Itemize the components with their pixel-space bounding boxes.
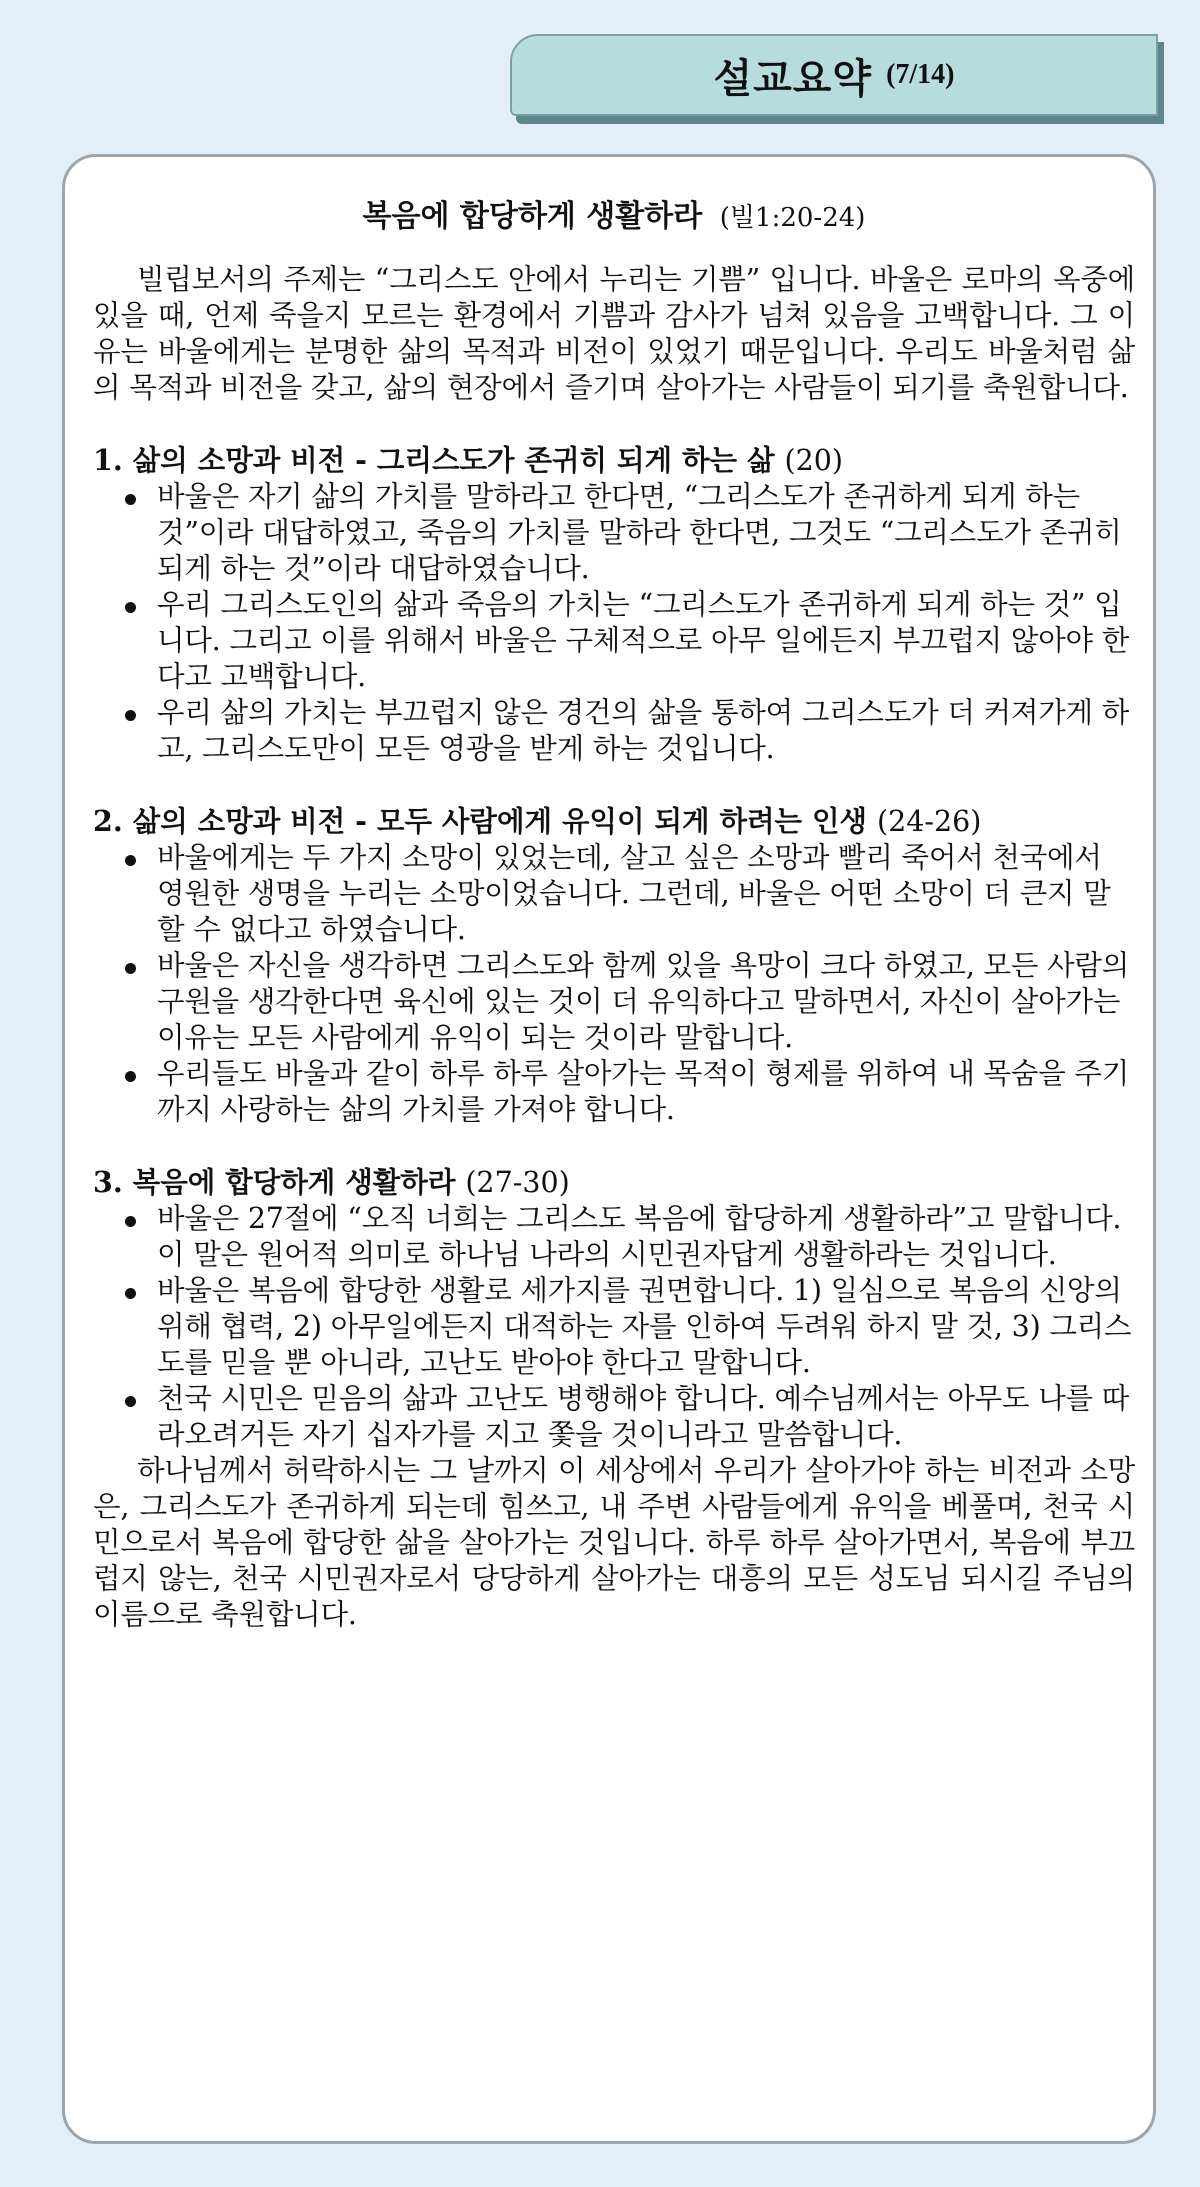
bullet-text: 우리들도 바울과 같이 하루 하루 살아가는 목적이 형제를 위하여 내 목숨을 주기까지 사랑하는 삶의 가치를 가져야 합니다. <box>157 1057 1130 1126</box>
bullet-icon <box>125 963 136 974</box>
bullet-icon <box>125 855 136 866</box>
bullet-text: 바울은 복음에 합당한 생활로 세가지를 권면합니다. 1) 일심으로 복음의 신앙의 위해 협력, 2) 아무일에든지 대적하는 자를 인하여 두려워 하지 말 것, 3) 그리스도를 믿을 뿐 아니라, 고난도 받아야 한다고 말합니다. <box>157 1274 1132 1379</box>
section-heading-text: 3. 복음에 합당하게 생활하라 <box>93 1165 456 1199</box>
section-heading <box>93 803 1135 840</box>
bullet-icon <box>125 494 136 505</box>
bullet-icon <box>125 1396 136 1407</box>
section-3 <box>93 1164 1135 1453</box>
list-item <box>93 840 1135 948</box>
list-item <box>93 695 1135 767</box>
list-item <box>93 479 1135 587</box>
sermon-title-text: 복음에 합당하게 생활하라 <box>362 199 703 234</box>
section-heading <box>93 442 1135 479</box>
header-tab <box>510 34 1158 116</box>
section-heading-text: 1. 삶의 소망과 비전 - 그리스도가 존귀히 되게 하는 삶 <box>93 443 775 477</box>
bullet-list <box>93 479 1135 767</box>
bullet-icon <box>125 1288 136 1299</box>
bullet-text: 바울은 자신을 생각하면 그리스도와 함께 있을 욕망이 크다 하였고, 모든 사람의 구원을 생각한다면 육신에 있는 것이 더 유익하다고 말하면서, 자신이 살아가는 이유는 모든 사람에게 유익이 되는 것이라 말합니다. <box>157 949 1130 1054</box>
intro-paragraph: 빌립보서의 주제는 “그리스도 안에서 누리는 기쁨” 입니다. 바울은 로마의 옥중에 있을 때, 언제 죽을지 모르는 환경에서 기쁨과 감사가 넘쳐 있음을 고백합니다. 그 이유는 바울에게는 분명한 삶의 목적과 비전이 있었기 때문입니다. 우리도 바울처럼 삶의 목적과 비전을 갖고, 삶의 현장에서 즐기며 살아가는 사람들이 되기를 축원합니다. <box>93 263 1135 404</box>
section-heading <box>93 1164 1135 1201</box>
section-1 <box>93 442 1135 767</box>
section-reference: (20) <box>784 444 843 477</box>
list-item <box>93 1273 1135 1381</box>
bullet-text: 바울은 자기 삶의 가치를 말하라고 한다면, “그리스도가 존귀하게 되게 하는 것”이라 대답하였고, 죽음의 가치를 말하라 한다면, 그것도 “그리스도가 존귀히 되게 하는 것”이라 대답하였습니다. <box>157 480 1122 585</box>
bullet-text: 바울에게는 두 가지 소망이 있었는데, 살고 싶은 소망과 빨리 죽어서 천국에서 영원한 생명을 누리는 소망이었습니다. 그런데, 바울은 어떤 소망이 더 큰지 말할 수 없다고 하였습니다. <box>157 841 1111 946</box>
header-title: 설교요약 <box>713 55 873 102</box>
bullet-icon <box>125 710 136 721</box>
sermon-reference: (빌1:20-24) <box>719 203 866 233</box>
bullet-icon <box>125 1071 136 1082</box>
bullet-list <box>93 1201 1135 1453</box>
closing-paragraph: 하나님께서 허락하시는 그 날까지 이 세상에서 우리가 살아가야 하는 비전과 소망은, 그리스도가 존귀하게 되는데 힘쓰고, 내 주변 사람들에게 유익을 베풀며, 천국 시민으로서 복음에 합당한 삶을 살아가는 것입니다. 하루 하루 살아가면서, 복음에 부끄럽지 않는, 천국 시민권자로서 당당하게 살아가는 대흥의 모든 성도님 되시길 주님의 이름으로 축원합니다. <box>93 1454 1135 1631</box>
section-reference: (27-30) <box>465 1166 570 1199</box>
bullet-text: 바울은 27절에 “오직 너희는 그리스도 복음에 합당하게 생활하라”고 말합니다. 이 말은 원어적 의미로 하나님 나라의 시민권자답게 생활하라는 것입니다. <box>157 1202 1122 1271</box>
list-item <box>93 1201 1135 1273</box>
bullet-icon <box>125 1216 136 1227</box>
list-item <box>93 587 1135 695</box>
sermon-card <box>62 154 1156 2144</box>
list-item <box>93 948 1135 1056</box>
bullet-text: 우리 그리스도인의 삶과 죽음의 가치는 “그리스도가 존귀하게 되게 하는 것” 입니다. 그리고 이를 위해서 바울은 구체적으로 아무 일에든지 부끄럽지 않아야 한다고 고백합니다. <box>157 588 1130 693</box>
sermon-title <box>93 197 1135 236</box>
header-subtitle: (7/14) <box>886 59 955 90</box>
section-reference: (24-26) <box>876 805 982 838</box>
section-2 <box>93 803 1135 1128</box>
bullet-list <box>93 840 1135 1128</box>
list-item <box>93 1056 1135 1128</box>
section-heading-text: 2. 삶의 소망과 비전 - 모두 사람에게 유익이 되게 하려는 인생 <box>93 804 868 838</box>
bullet-icon <box>125 602 136 613</box>
bullet-text: 우리 삶의 가치는 부끄럽지 않은 경건의 삶을 통하여 그리스도가 더 커져가게 하고, 그리스도만이 모든 영광을 받게 하는 것입니다. <box>157 696 1130 765</box>
list-item <box>93 1381 1135 1453</box>
bullet-text: 천국 시민은 믿음의 삶과 고난도 병행해야 합니다. 예수님께서는 아무도 나를 따라오려거든 자기 십자가를 지고 쫓을 것이니라고 말씀합니다. <box>157 1382 1130 1451</box>
